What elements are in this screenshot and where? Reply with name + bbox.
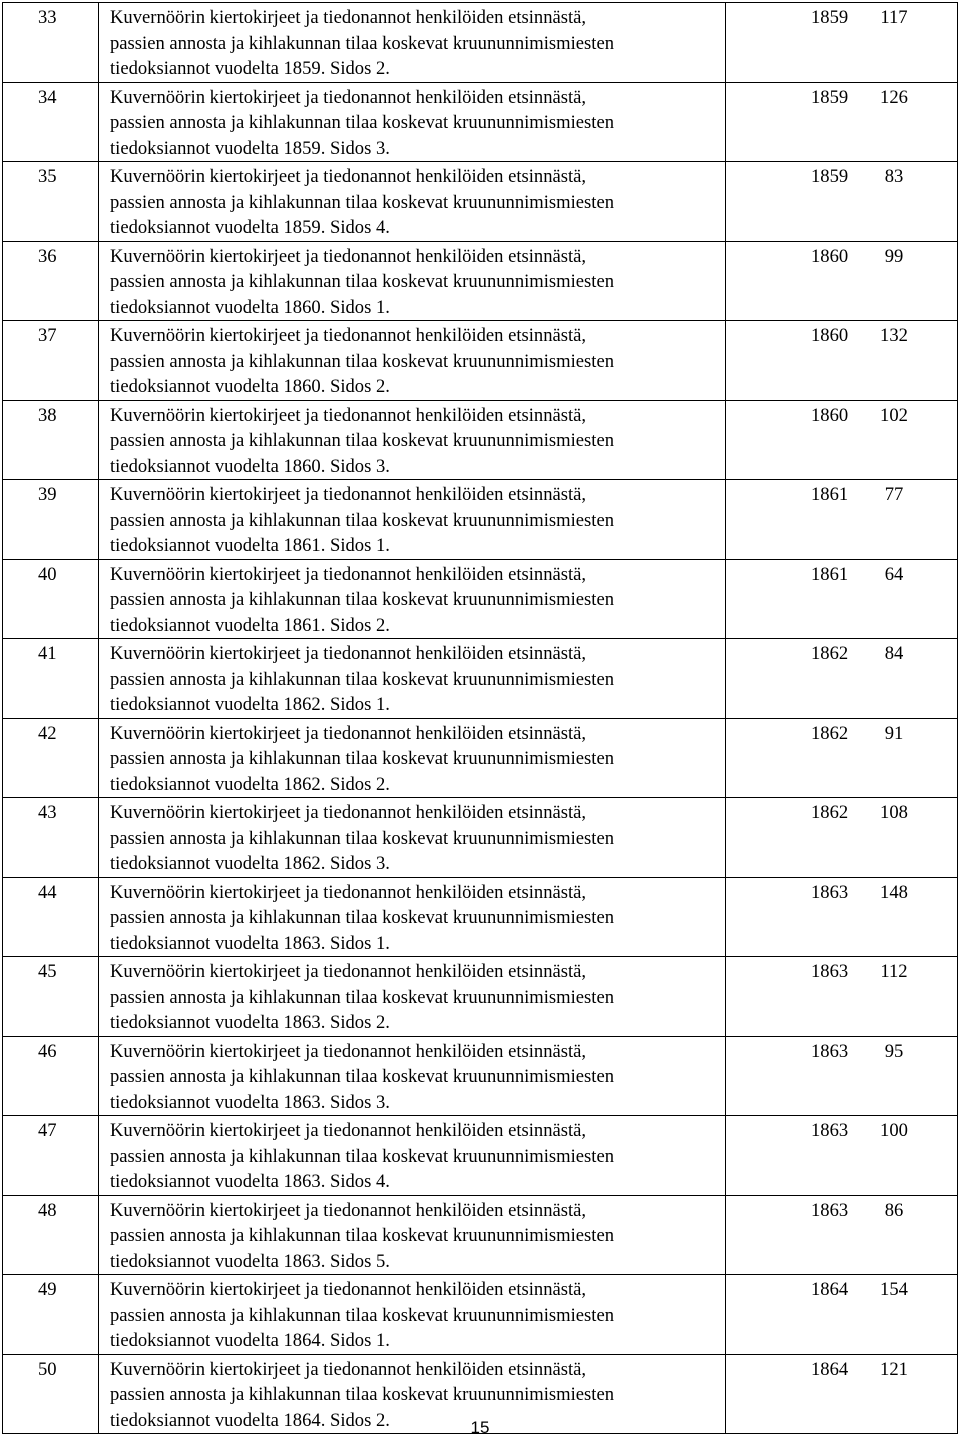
row-number: 40 xyxy=(3,559,99,639)
row-description xyxy=(99,718,726,798)
description-line: passien annosta ja kihlakunnan tilaa koskevat kruununnimismiesten xyxy=(110,748,614,769)
table-row xyxy=(3,798,958,878)
row-year: 1863 xyxy=(811,961,849,982)
row-year: 1862 xyxy=(811,722,849,744)
row-year: 1864 xyxy=(811,1358,849,1380)
row-count: 84 xyxy=(884,643,904,664)
row-description xyxy=(99,3,726,83)
row-year-count xyxy=(726,1195,958,1275)
row-count: 64 xyxy=(884,563,904,585)
description-line: tiedoksiannot vuodelta 1859. Sidos 2. xyxy=(110,58,390,79)
row-year-count xyxy=(726,639,958,719)
description-line: Kuvernöörin kiertokirjeet ja tiedonannot henkilöiden etsinnästä, xyxy=(110,802,587,823)
description-line: Kuvernöörin kiertokirjeet ja tiedonannot henkilöiden etsinnästä, xyxy=(110,881,587,903)
description-line: Kuvernöörin kiertokirjeet ja tiedonannot henkilöiden etsinnästä, xyxy=(110,1358,587,1380)
row-number: 41 xyxy=(3,639,99,719)
description-line: passien annosta ja kihlakunnan tilaa koskevat kruununnimismiesten xyxy=(110,271,614,292)
table-row xyxy=(3,718,958,798)
row-number: 45 xyxy=(3,957,99,1037)
row-number: 44 xyxy=(3,877,99,957)
row-year-count xyxy=(726,3,958,83)
description-line: passien annosta ja kihlakunnan tilaa koskevat kruununnimismiesten xyxy=(110,589,614,610)
description-line: tiedoksiannot vuodelta 1862. Sidos 2. xyxy=(110,773,390,795)
table-row xyxy=(3,1275,958,1355)
row-number: 46 xyxy=(3,1036,99,1116)
description-line: tiedoksiannot vuodelta 1861. Sidos 2. xyxy=(110,614,390,636)
description-line: Kuvernöörin kiertokirjeet ja tiedonannot henkilöiden etsinnästä, xyxy=(110,484,587,505)
row-count: 117 xyxy=(880,7,908,28)
description-line: tiedoksiannot vuodelta 1863. Sidos 3. xyxy=(110,1091,390,1113)
row-count: 154 xyxy=(880,1279,908,1300)
row-description xyxy=(99,1116,726,1196)
row-year: 1859 xyxy=(811,86,849,108)
row-year-count xyxy=(726,400,958,480)
row-number: 36 xyxy=(3,241,99,321)
table-row xyxy=(3,1195,958,1275)
description-line: Kuvernöörin kiertokirjeet ja tiedonannot henkilöiden etsinnästä, xyxy=(110,245,587,267)
description-line: passien annosta ja kihlakunnan tilaa koskevat kruununnimismiesten xyxy=(110,668,614,690)
row-year: 1864 xyxy=(811,1279,849,1300)
row-year: 1862 xyxy=(811,802,849,823)
row-count: 77 xyxy=(884,484,904,505)
row-number: 49 xyxy=(3,1275,99,1355)
row-year: 1863 xyxy=(811,1199,849,1221)
table-row xyxy=(3,162,958,242)
row-number: 39 xyxy=(3,480,99,560)
description-line: passien annosta ja kihlakunnan tilaa koskevat kruununnimismiesten xyxy=(110,430,614,451)
row-number: 38 xyxy=(3,400,99,480)
row-year-count xyxy=(726,1116,958,1196)
row-description xyxy=(99,559,726,639)
row-count: 121 xyxy=(880,1358,908,1380)
row-year-count xyxy=(726,480,958,560)
row-year-count xyxy=(726,957,958,1037)
row-year-count xyxy=(726,798,958,878)
row-description xyxy=(99,957,726,1037)
row-year-count xyxy=(726,321,958,401)
row-description xyxy=(99,82,726,162)
row-count: 148 xyxy=(880,881,908,903)
table-row xyxy=(3,3,958,83)
table-row xyxy=(3,559,958,639)
description-line: tiedoksiannot vuodelta 1864. Sidos 1. xyxy=(110,1330,390,1351)
row-year: 1860 xyxy=(811,325,849,346)
description-line: passien annosta ja kihlakunnan tilaa koskevat kruununnimismiesten xyxy=(110,191,614,213)
description-line: Kuvernöörin kiertokirjeet ja tiedonannot henkilöiden etsinnästä, xyxy=(110,643,587,664)
description-line: passien annosta ja kihlakunnan tilaa koskevat kruununnimismiesten xyxy=(110,112,614,133)
row-year: 1860 xyxy=(811,245,849,267)
row-description xyxy=(99,1275,726,1355)
row-year-count xyxy=(726,162,958,242)
description-line: tiedoksiannot vuodelta 1862. Sidos 3. xyxy=(110,853,390,874)
row-number: 43 xyxy=(3,798,99,878)
description-line: Kuvernöörin kiertokirjeet ja tiedonannot henkilöiden etsinnästä, xyxy=(110,404,587,426)
row-number: 33 xyxy=(3,3,99,83)
row-number: 48 xyxy=(3,1195,99,1275)
description-line: Kuvernöörin kiertokirjeet ja tiedonannot henkilöiden etsinnästä, xyxy=(110,1040,587,1062)
row-year-count xyxy=(726,241,958,321)
description-line: Kuvernöörin kiertokirjeet ja tiedonannot henkilöiden etsinnästä, xyxy=(110,1279,587,1300)
description-line: passien annosta ja kihlakunnan tilaa koskevat kruununnimismiesten xyxy=(110,32,614,54)
row-year-count xyxy=(726,877,958,957)
page-number: 15 xyxy=(470,1418,490,1437)
table-row xyxy=(3,1116,958,1196)
description-line: tiedoksiannot vuodelta 1864. Sidos 2. xyxy=(110,1409,390,1431)
description-line: tiedoksiannot vuodelta 1860. Sidos 2. xyxy=(110,376,390,397)
row-year-count xyxy=(726,718,958,798)
row-year: 1860 xyxy=(811,404,849,426)
row-count: 132 xyxy=(880,325,908,346)
table-row xyxy=(3,480,958,560)
row-year-count xyxy=(726,82,958,162)
table-row xyxy=(3,321,958,401)
row-description xyxy=(99,480,726,560)
row-count: 108 xyxy=(880,802,908,823)
description-line: passien annosta ja kihlakunnan tilaa koskevat kruununnimismiesten xyxy=(110,1145,614,1167)
description-line: Kuvernöörin kiertokirjeet ja tiedonannot henkilöiden etsinnästä, xyxy=(110,325,587,346)
row-number: 37 xyxy=(3,321,99,401)
description-line: tiedoksiannot vuodelta 1861. Sidos 1. xyxy=(110,535,390,556)
row-description xyxy=(99,798,726,878)
description-line: passien annosta ja kihlakunnan tilaa koskevat kruununnimismiesten xyxy=(110,350,614,372)
table-row xyxy=(3,957,958,1037)
row-year-count xyxy=(726,559,958,639)
row-year-count xyxy=(726,1275,958,1355)
description-line: tiedoksiannot vuodelta 1859. Sidos 4. xyxy=(110,217,390,238)
row-number: 42 xyxy=(3,718,99,798)
description-line: passien annosta ja kihlakunnan tilaa koskevat kruununnimismiesten xyxy=(110,1225,614,1246)
row-count: 86 xyxy=(884,1199,904,1221)
table-row xyxy=(3,241,958,321)
row-year-count xyxy=(726,1036,958,1116)
row-count: 100 xyxy=(880,1120,908,1141)
row-count: 91 xyxy=(884,722,904,744)
catalog-table xyxy=(2,2,958,1434)
description-line: tiedoksiannot vuodelta 1860. Sidos 3. xyxy=(110,455,390,477)
row-description xyxy=(99,1036,726,1116)
row-count: 112 xyxy=(880,961,908,982)
description-line: passien annosta ja kihlakunnan tilaa koskevat kruununnimismiesten xyxy=(110,1304,614,1326)
row-description xyxy=(99,241,726,321)
description-line: Kuvernöörin kiertokirjeet ja tiedonannot henkilöiden etsinnästä, xyxy=(110,961,587,982)
row-year: 1863 xyxy=(811,881,849,903)
description-line: Kuvernöörin kiertokirjeet ja tiedonannot henkilöiden etsinnästä, xyxy=(110,7,587,28)
description-line: passien annosta ja kihlakunnan tilaa koskevat kruununnimismiesten xyxy=(110,1066,614,1087)
description-line: Kuvernöörin kiertokirjeet ja tiedonannot henkilöiden etsinnästä, xyxy=(110,1120,587,1141)
row-description xyxy=(99,162,726,242)
row-number: 35 xyxy=(3,162,99,242)
description-line: passien annosta ja kihlakunnan tilaa koskevat kruununnimismiesten xyxy=(110,509,614,531)
row-count: 126 xyxy=(880,86,908,108)
description-line: tiedoksiannot vuodelta 1863. Sidos 4. xyxy=(110,1171,390,1192)
row-year: 1863 xyxy=(811,1120,849,1141)
description-line: tiedoksiannot vuodelta 1863. Sidos 1. xyxy=(110,932,390,954)
description-line: passien annosta ja kihlakunnan tilaa koskevat kruununnimismiesten xyxy=(110,907,614,928)
row-year: 1859 xyxy=(811,7,849,28)
catalog-body xyxy=(3,3,958,1434)
row-count: 83 xyxy=(884,166,904,187)
description-line: passien annosta ja kihlakunnan tilaa koskevat kruununnimismiesten xyxy=(110,1384,614,1405)
row-count: 99 xyxy=(884,245,904,267)
description-line: Kuvernöörin kiertokirjeet ja tiedonannot henkilöiden etsinnästä, xyxy=(110,563,587,585)
description-line: tiedoksiannot vuodelta 1863. Sidos 5. xyxy=(110,1250,390,1272)
row-description xyxy=(99,1195,726,1275)
table-row xyxy=(3,400,958,480)
row-description xyxy=(99,400,726,480)
row-description xyxy=(99,639,726,719)
row-year: 1861 xyxy=(811,484,849,505)
description-line: tiedoksiannot vuodelta 1860. Sidos 1. xyxy=(110,296,390,318)
description-line: passien annosta ja kihlakunnan tilaa koskevat kruununnimismiesten xyxy=(110,827,614,849)
table-row xyxy=(3,1036,958,1116)
description-line: tiedoksiannot vuodelta 1859. Sidos 3. xyxy=(110,137,390,159)
row-number: 47 xyxy=(3,1116,99,1196)
row-year: 1862 xyxy=(811,643,849,664)
row-description xyxy=(99,877,726,957)
description-line: passien annosta ja kihlakunnan tilaa koskevat kruununnimismiesten xyxy=(110,986,614,1008)
description-line: Kuvernöörin kiertokirjeet ja tiedonannot henkilöiden etsinnästä, xyxy=(110,166,587,187)
description-line: Kuvernöörin kiertokirjeet ja tiedonannot henkilöiden etsinnästä, xyxy=(110,722,587,744)
description-line: tiedoksiannot vuodelta 1862. Sidos 1. xyxy=(110,694,390,715)
row-count: 95 xyxy=(884,1040,904,1062)
row-year: 1861 xyxy=(811,563,849,585)
row-year: 1863 xyxy=(811,1040,849,1062)
table-row xyxy=(3,877,958,957)
row-count: 102 xyxy=(880,404,908,426)
table-row xyxy=(3,639,958,719)
description-line: tiedoksiannot vuodelta 1863. Sidos 2. xyxy=(110,1012,390,1033)
description-line: Kuvernöörin kiertokirjeet ja tiedonannot henkilöiden etsinnästä, xyxy=(110,86,587,108)
row-number: 34 xyxy=(3,82,99,162)
row-number: 50 xyxy=(3,1354,99,1434)
table-row xyxy=(3,82,958,162)
description-line: Kuvernöörin kiertokirjeet ja tiedonannot henkilöiden etsinnästä, xyxy=(110,1199,587,1221)
row-description xyxy=(99,321,726,401)
row-year: 1859 xyxy=(811,166,849,187)
